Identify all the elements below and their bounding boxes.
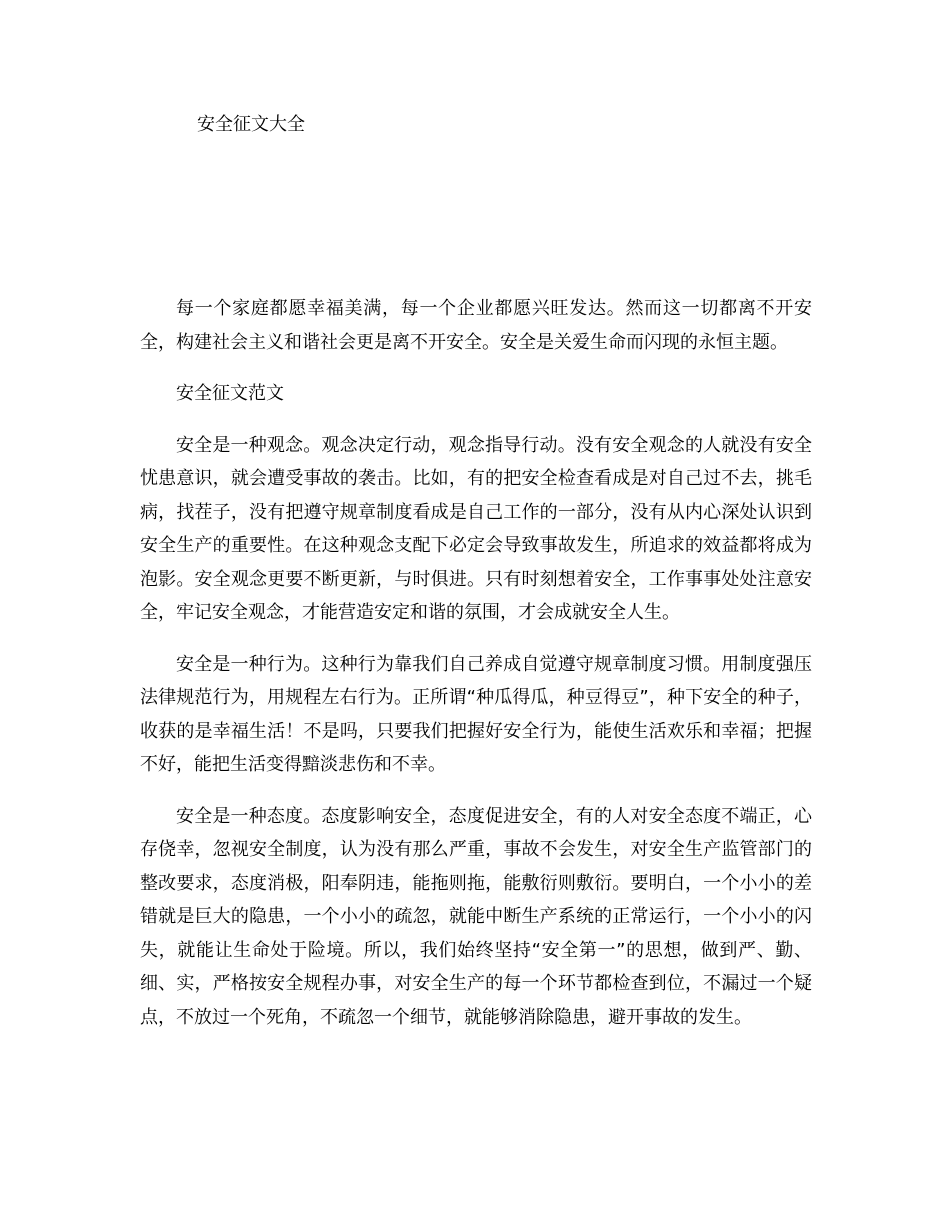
document-body xyxy=(140,292,812,1034)
section-subheading: 安全征文范文 xyxy=(176,383,284,404)
paragraph-concept: 安全是一种观念。观念决定行动，观念指导行动。没有安全观念的人就没有安全忧患意识，就会遭受事故的袭击。比如，有的把安全检查看成是对自己过不去，挑毛病，找茬子，没有把遵守规章制度看成是自己工作的一部分，没有从内心深处认识到安全生产的重要性。在这种观念支配下必定会导致事故发生，所追求的效益都将成为泡影。安全观念更要不断更新，与时俱进。只有时刻想着安全，工作事事处处注意安全，牢记安全观念，才能营造安定和谐的氛围，才会成就安全人生。 xyxy=(140,434,812,623)
document-title: 安全征文大全 xyxy=(197,114,305,135)
paragraph-attitude: 安全是一种态度。态度影响安全，态度促进安全，有的人对安全态度不端正，心存侥幸，忽视安全制度，认为没有那么严重，事故不会发生，对安全生产监管部门的整改要求，态度消极，阳奉阴违，能拖则拖，能敷衍则敷衍。要明白，一个小小的差错就是巨大的隐患，一个小小的疏忽，就能中断生产系统的正常运行，一个小小的闪失，就能让生命处于险境。所以，我们始终坚持“安全第一”的思想，做到严、勤、细、实，严格按安全规程办事，对安全生产的每一个环节都检查到位，不漏过一个疑点，不放过一个死角，不疏忽一个细节，就能够消除隐患，避开事故的发生。 xyxy=(140,805,812,1028)
intro-paragraph: 每一个家庭都愿幸福美满，每一个企业都愿兴旺发达。然而这一切都离不开安全，构建社会主义和谐社会更是离不开安全。安全是关爱生命而闪现的永恒主题。 xyxy=(140,298,812,353)
paragraph-behavior: 安全是一种行为。这种行为靠我们自己养成自觉遵守规章制度习惯。用制度强压法律规范行为，用规程左右行为。正所谓“种瓜得瓜，种豆得豆”，种下安全的种子，收获的是幸福生活！不是吗，只要我们把握好安全行为，能使生活欢乐和幸福；把握不好，能把生活变得黯淡悲伤和不幸。 xyxy=(140,653,812,775)
